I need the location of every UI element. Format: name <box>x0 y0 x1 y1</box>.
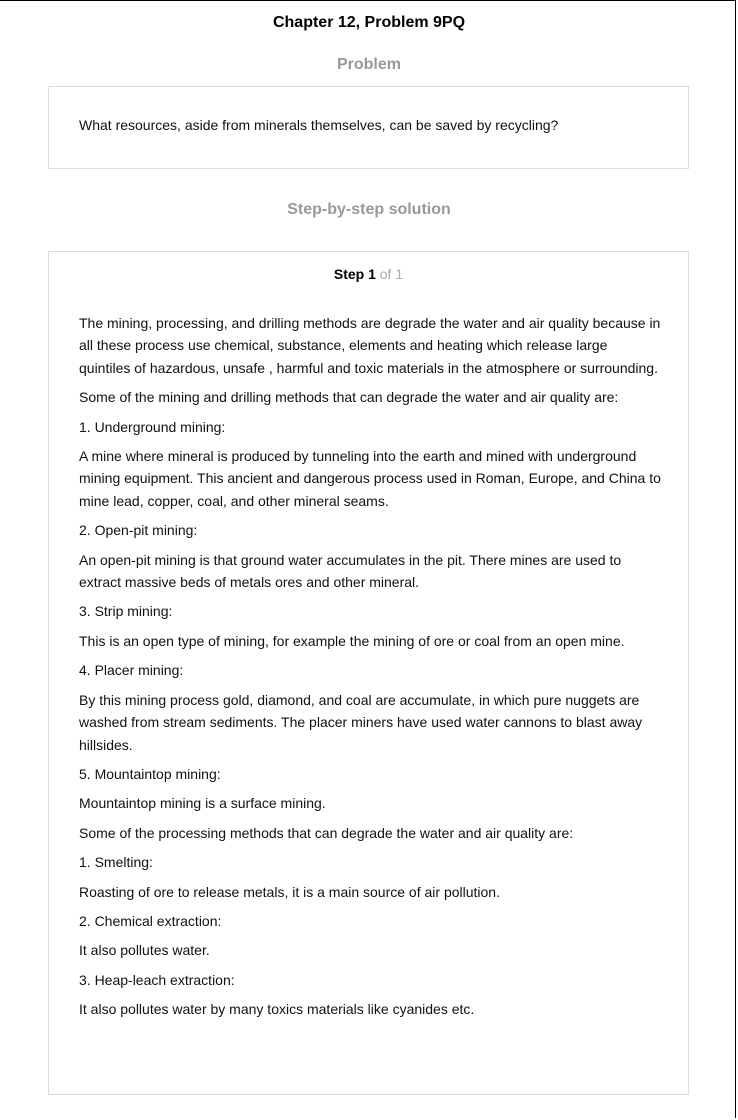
step-label: Step 1 <box>333 266 376 282</box>
problem-text: What resources, aside from minerals themselves, can be saved by recycling? <box>79 117 559 133</box>
step-body <box>79 312 661 1028</box>
solution-heading: Step-by-step solution <box>287 201 451 218</box>
step-count: of 1 <box>379 266 404 282</box>
solution-paragraph: An open-pit mining is that ground water accumulates in the pit. There mines are used to extract massive beds of metals ores and other mineral. <box>79 551 622 591</box>
solution-paragraph: 4. Placer mining: <box>79 662 184 679</box>
solution-paragraph: It also pollutes water. <box>79 942 210 959</box>
problem-heading: Problem <box>336 56 401 73</box>
solution-paragraph: The mining, processing, and drilling methods are degrade the water and air quality because in all these process use chemical, substance, elements and heating which release large quintiles of hazardous, unsafe , harmful and toxic materials in the atmosphere or surrounding. <box>79 315 661 376</box>
solution-paragraph: 1. Smelting: <box>79 854 153 871</box>
solution-box <box>48 251 689 1095</box>
solution-paragraph: 1. Underground mining: <box>79 418 226 435</box>
solution-paragraph: 2. Open-pit mining: <box>79 522 198 539</box>
solution-paragraph: By this mining process gold, diamond, and coal are accumulate, in which pure nuggets are washed from stream sediments. The placer miners have used water cannons to blast away hillsides. <box>79 691 643 753</box>
problem-box <box>48 86 689 169</box>
solution-paragraph: It also pollutes water by many toxics materials like cyanides etc. <box>79 1001 475 1018</box>
solution-paragraph: Some of the mining and drilling methods that can degrade the water and air quality are: <box>79 389 619 406</box>
solution-paragraph: Mountaintop mining is a surface mining. <box>79 795 326 812</box>
solution-paragraph: 3. Strip mining: <box>79 603 173 620</box>
step-header <box>49 266 688 282</box>
solution-paragraph: 2. Chemical extraction: <box>79 912 222 929</box>
solution-paragraph: A mine where mineral is produced by tunneling into the earth and mined with underground mining equipment. This ancient and dangerous process used in Roman, Europe, and China to mine lead, copper, coal, and other mineral seams. <box>79 448 661 509</box>
solution-paragraph: Roasting of ore to release metals, it is a main source of air pollution. <box>79 883 500 900</box>
solution-paragraph: 5. Mountaintop mining: <box>79 765 221 782</box>
solution-paragraph: 3. Heap-leach extraction: <box>79 971 235 988</box>
chapter-title: Chapter 12, Problem 9PQ <box>272 14 466 31</box>
solution-paragraph: This is an open type of mining, for example the mining of ore or coal from an open mine. <box>79 632 625 649</box>
solution-paragraph: Some of the processing methods that can degrade the water and air quality are: <box>79 824 574 841</box>
